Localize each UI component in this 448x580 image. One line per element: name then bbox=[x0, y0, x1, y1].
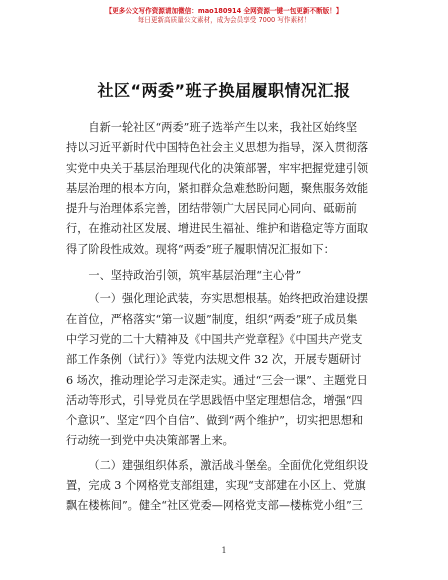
section-heading: 一、坚持政治引领，筑牢基层治理“主心骨” bbox=[88, 269, 302, 283]
text-line: 飘在楼栋间”。健全“社区党委—网格党支部—楼栋党小组”三 bbox=[66, 499, 363, 513]
document-body bbox=[66, 118, 382, 517]
document-title: 社区“两委”班子换届履职情况汇报 bbox=[97, 81, 351, 100]
text-line: 基层治理的根本方向，紧扣群众急难愁盼问题，聚焦服务效能 bbox=[66, 181, 369, 195]
text-line: 得了阶段性成效。现将“两委”班子履职情况汇报如下： bbox=[66, 242, 335, 256]
text-line: 个意识”、坚定“四个自信”、做到“两个维护”，切实把思想和 bbox=[66, 414, 364, 428]
banner-line-1: 【更多公文写作资源请加微信：mao180914 全网资源一键一包更新不断版！】 bbox=[105, 7, 343, 15]
text-line: 自新一轮社区“两委”班子选举产生以来，我社区始终坚 bbox=[88, 121, 358, 134]
text-line: 提升与治理体系完善，团结带领广大居民同心同向、砥砺前 bbox=[66, 202, 357, 216]
text-line: 活动等形式，引导党员在学思践悟中坚定理想信念，增强“四 bbox=[66, 393, 363, 407]
text-line: 部工作条例（试行）》等党内法规文件 32 次，开展专题研讨 bbox=[66, 353, 362, 367]
text-line: （二）建强组织体系，激活战斗堡垒。全面优化党组织设 bbox=[88, 458, 369, 472]
text-line: （一）强化理论武装，夯实思想根基。始终把政治建设摆 bbox=[88, 292, 369, 306]
banner-line-2: 每日更新高质量公文素材，成为会员享受 7000 写作素材！ bbox=[137, 16, 311, 24]
text-line: 行，在推动社区发展、增进民生福祉、维护和谐稳定等方面取 bbox=[66, 222, 369, 236]
text-line: 中学习党的二十大精神及《中国共产党章程》《中国共产党支 bbox=[66, 332, 363, 346]
text-line: 置，完成 3 个网格党支部组建，实现“支部建在小区上、党旗 bbox=[66, 479, 366, 493]
page-number: 1 bbox=[221, 546, 227, 555]
text-line: 实党中央关于基层治理现代化的决策部署，牢牢把握党建引领 bbox=[66, 161, 369, 175]
text-line: 6 场次，推动理论学习走深走实。通过“三会一课”、主题党日 bbox=[66, 373, 368, 387]
text-line: 持以习近平新时代中国特色社会主义思想为指导，深入贯彻落 bbox=[66, 141, 369, 155]
subsection-paragraph bbox=[66, 289, 382, 451]
text-line: 在首位，严格落实“第一议题”制度，组织“两委”班子成员集 bbox=[66, 312, 358, 326]
promo-banner bbox=[0, 7, 448, 25]
subsection-paragraph bbox=[66, 456, 382, 517]
text-line: 行动统一到党中央决策部署上来。 bbox=[66, 434, 234, 448]
intro-paragraph bbox=[66, 118, 382, 260]
